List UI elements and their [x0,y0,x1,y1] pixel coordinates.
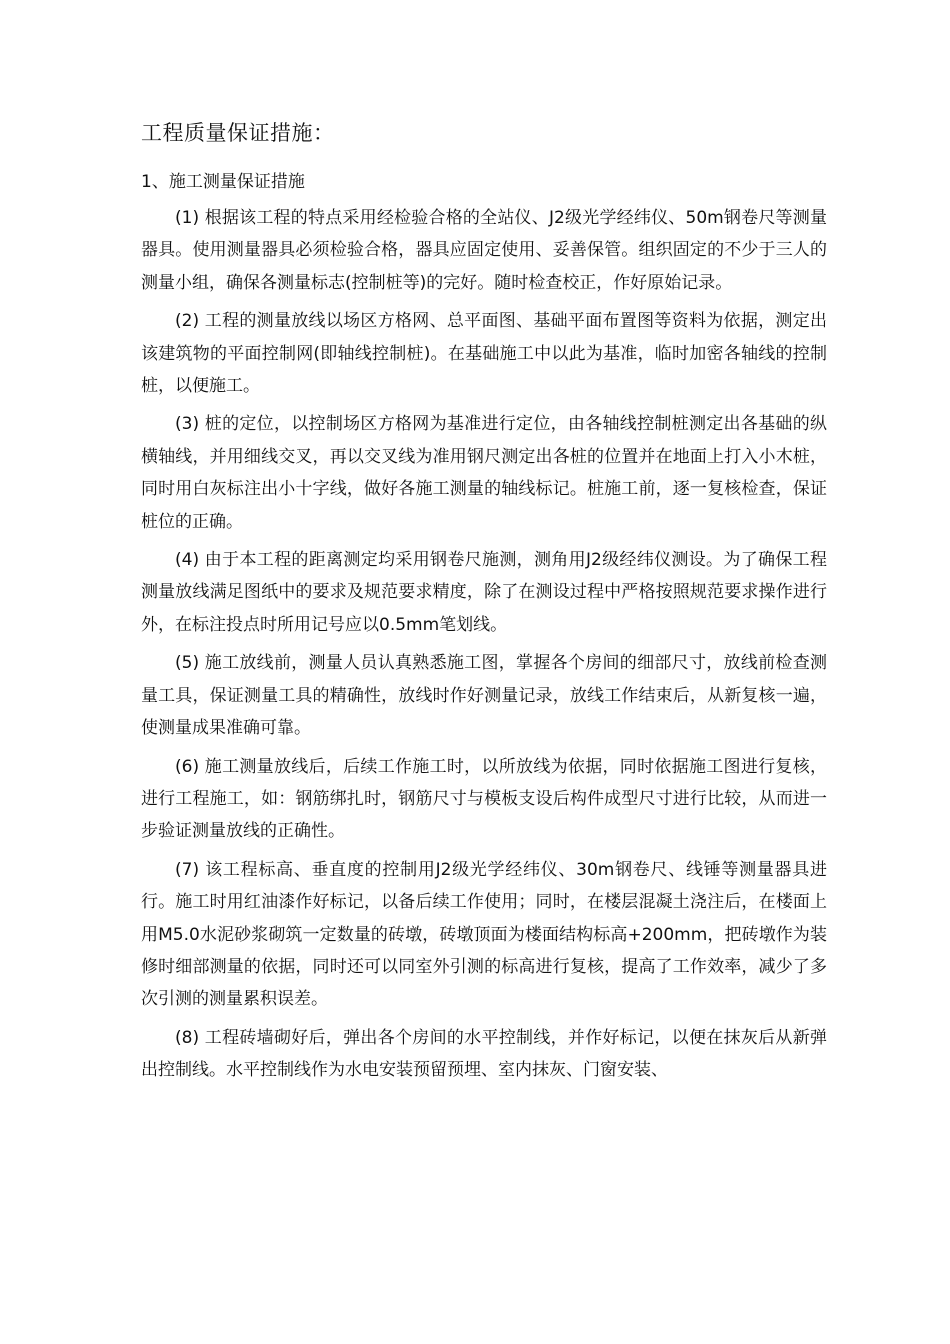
paragraph-6: (6) 施工测量放线后，后续工作施工时，以所放线为依据，同时依据施工图进行复核，进行工程施工，如：钢筋绑扎时，钢筋尺寸与模板支设后构件成型尺寸进行比较，从而进一步验证测量放线的正确性。 [141,756,827,842]
paragraph-4: (4) 由于本工程的距离测定均采用钢卷尺施测，测角用J2级经纬仪测设。为了确保工程测量放线满足图纸中的要求及规范要求精度，除了在测设过程中严格按照规范要求操作进行外，在标注投点时所用记号应以0.5mm笔划线。 [141,550,827,635]
paragraph-8: (8) 工程砖墙砌好后，弹出各个房间的水平控制线，并作好标记，以便在抹灰后从新弹出控制线。水平控制线作为水电安装预留预埋、室内抹灰、门窗安装、 [141,1027,827,1081]
section-heading: 1、施工测量保证措施 [141,172,305,192]
document-body [141,116,827,1093]
paragraph-1: (1) 根据该工程的特点采用经检验合格的全站仪、J2级光学经纬仪、50m钢卷尺等测量器具。使用测量器具必须检验合格，器具应固定使用、妥善保管。组织固定的不少于三人的测量小组，确保各测量标志(控制桩等)的完好。随时检查校正，作好原始记录。 [141,208,827,293]
document-title: 工程质量保证措施： [141,121,335,145]
paragraph-5: (5) 施工放线前，测量人员认真熟悉施工图，掌握各个房间的细部尺寸，放线前检查测量工具，保证测量工具的精确性，放线时作好测量记录，放线工作结束后，从新复核一遍，使测量成果准确可靠。 [141,653,827,739]
paragraph-2: (2) 工程的测量放线以场区方格网、总平面图、基础平面布置图等资料为依据，测定出该建筑物的平面控制网(即轴线控制桩)。在基础施工中以此为基准，临时加密各轴线的控制桩，以便施工。 [141,311,827,397]
paragraph-7: (7) 该工程标高、垂直度的控制用J2级光学经纬仪、30m钢卷尺、线锤等测量器具进行。施工时用红油漆作好标记，以备后续工作使用；同时，在楼层混凝土浇注后，在楼面上用M5.0水泥砂浆砌筑一定数量的砖墩，砖墩顶面为楼面结构标高+200mm，把砖墩作为装修时细部测量的依据，同时还可以同室外引测的标高进行复核，提高了工作效率，减少了多次引测的测量累积误差。 [141,859,827,1010]
paragraph-3: (3) 桩的定位，以控制场区方格网为基准进行定位，由各轴线控制桩测定出各基础的纵横轴线，并用细线交叉，再以交叉线为准用钢尺测定出各桩的位置并在地面上打入小木桩，同时用白灰标注出小十字线，做好各施工测量的轴线标记。桩施工前，逐一复核检查，保证桩位的正确。 [141,414,827,532]
